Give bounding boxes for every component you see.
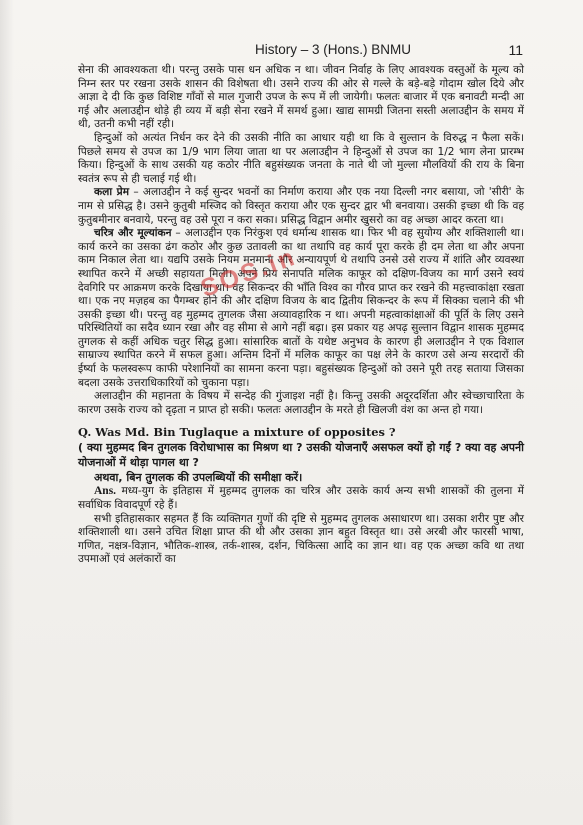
header-title: History – 3 (Hons.) BNMU xyxy=(255,42,412,57)
answer-label: Ans. xyxy=(94,485,117,498)
scan-shadow xyxy=(0,0,14,825)
paragraph-hindu-policy: हिन्दुओं को अत्यंत निर्धन कर देने की उसकी नीति का आधार यही था कि वे सुल्तान के विरुद्ध न फैला सकें। पिछले समय से उपज का 1/9 भाग लिया जाता था पर अलाउद्दीन ने हिन्दुओं से उपज का 1/2 भाग लेना प्रारम्भ किया। हिन्दुओं के साथ उसकी यह कठोर नीति बहुसंख्यक जनता के नाते थी जो मुल्ला मौलवियों की राय के बिना स्वतंत्र रूप से ही चलाई गई थी। xyxy=(78,131,524,185)
paragraph-economic-policy: सेना की आवश्यकता थी। परन्तु उसके पास धन अधिक न था। जीवन निर्वाह के लिए आवश्यक वस्तुओं के मूल्य को निम्न स्तर पर रखना उसके शासन की विशेषता थी। उसने राज्य की ओर से गल्ले के बड़े-बड़े गोदाम खोल दिये और आज्ञा दे दी कि कुछ विशिष्ट गाँवों से माल गुजारी उपज के रूप में ली जायेगी। फलतः बाजार में एक बनावटी मन्दी आ गई और अलाउद्दीन थोड़े ही व्यय में बड़ी सेना रखने में समर्थ हुआ। खाद्य सामग्री जितना सस्ती अलाउद्दीन के समय में थी, उतनी कभी नहीं रही। xyxy=(78,64,524,131)
character-text: – अलाउद्दीन एक निरंकुश एवं धर्मान्ध शासक था। फिर भी वह सुयोग्य और शक्तिशाली था। कार्य करने का उसका ढंग कठोर और कुछ उतावली का था तथापि वह कार्य पूरा करके ही दम लेता था और अपना काम निकाल लेता था। यद्यपि उसके नियम मनमाना और अन्यायपूर्ण थे तथापि उनसे उसे राज्य में शांति और व्यवस्था स्थापित करने में अच्छी सहायता मिली। अपने प्रिय सेनापति मलिक काफूर को दक्षिण-विजय का मार्ग उसने स्वयं देवगिरि पर आक्रमण करके दिखाया था। वह सिकन्दर की भाँति विश्व का गौरव प्राप्त कर रखने की महत्त्वाकांक्षा रखता था। एक नए मज़हब का पैगम्बर होने की और दक्षिण विजय के बाद द्वितीय सिकन्दर के रूप में सिक्का चलाने की भी उसकी इच्छा थी। परन्तु वह मुहम्मद तुगलक जैसा अव्यावहारिक न था। अपनी महत्वाकांक्षाओं की पूर्ति के लिए उसने परिस्थितियों का सदैव ध्यान रखा और वह सीमा से आगे नहीं बढ़ा। इस प्रकार यह अपढ़ सुल्तान विद्वान शासक मुहम्मद तुगलक से कहीं अधिक चतुर सिद्ध हुआ। सांसारिक बातों के यथेष्ट अनुभव के कारण ही अलाउद्दीन ने एक विशाल साम्राज्य स्थापित करने में सफल हुआ। अन्तिम दिनों में मलिक काफूर का पक्ष लेने के कारण उसे अन्य सरदारों की ईर्ष्या के फलस्वरूप काफी परेशानियों का सामना करना पड़ा। बहुसंख्यक हिन्दुओं को उसने पूरी तरह सताया जिसका बदला उसके उत्तराधिकारियों को चुकाना पड़ा। xyxy=(78,227,524,389)
paragraph-conclusion: अलाउद्दीन की महानता के विषय में सन्देह की गुंजाइश नहीं है। किन्तु उसकी अदूरदर्शिता और स्वेच्छाचारिता के कारण उसके राज्य को दृढ़ता न प्राप्त हो सकी। फलतः अलाउद्दीन के मरते ही खिलजी वंश का अन्त हो गया। xyxy=(78,390,524,416)
paragraph-art-love xyxy=(78,186,524,227)
watermark-logo: SOS.in xyxy=(197,242,301,303)
answer-intro-text: मध्य-युग के इतिहास में मुहम्मद तुगलक का चरित्र और उसके कार्य अन्य सभी शासकों की तुलना में सर्वाधिक विवादपूर्ण रहे हैं। xyxy=(78,485,524,512)
page-content xyxy=(78,64,524,567)
page-header xyxy=(0,42,583,64)
answer-intro xyxy=(78,485,524,512)
question-alternate: अथवा, बिन तुगलक की उपलब्धियों की समीक्षा करें। xyxy=(94,471,303,485)
page-number: 11 xyxy=(508,42,523,58)
section-label-character: चरित्र और मूल्यांकन xyxy=(94,227,172,240)
question-heading: Q. Was Md. Bin Tuglaque a mixture of opposites ? xyxy=(78,425,396,440)
art-love-text: – अलाउद्दीन ने कई सुन्दर भवनों का निर्माण कराया और एक नया दिल्ली नगर बसाया, जो 'सीरी' के नाम से प्रसिद्ध है। उसने कुतुबी मस्जिद को विस्तृत कराया और एक सुन्दर द्वार भी बनवाया। उसकी इच्छा थी कि वह कुतुबमीनार बनवाये, परन्तु वह उसे पूरा न करा सका। प्रसिद्ध विद्वान अमीर खुसरो का वह अच्छा आदर करता था। xyxy=(78,186,524,226)
question-hindi: ( क्या मुहम्मद बिन तुगलक विरोधाभास का मिश्रण था ? उसकी योजनाएँ असफल क्यों हो गईं ? क्या वह अपनी योजनाओं में थोड़ा पागल था ? xyxy=(78,441,524,470)
answer-paragraph: सभी इतिहासकार सहमत हैं कि व्यक्तिगत गुणों की दृष्टि से मुहम्मद तुगलक असाधारण था। उसका शरीर पुष्ट और शक्तिशाली था। उसने उचित शिक्षा प्राप्त की थी और उसका ज्ञान बहुत विस्तृत था। उसे अरबी और फारसी भाषा, गणित, नक्षत्र-विज्ञान, भौतिक-शास्त्र, तर्क-शास्त्र, दर्शन, चिकित्सा आदि का ज्ञान था। वह एक अच्छा कवि था तथा उपमाओं एवं अलंकारों का xyxy=(78,512,524,566)
section-label-art: कला प्रेम xyxy=(94,186,130,199)
